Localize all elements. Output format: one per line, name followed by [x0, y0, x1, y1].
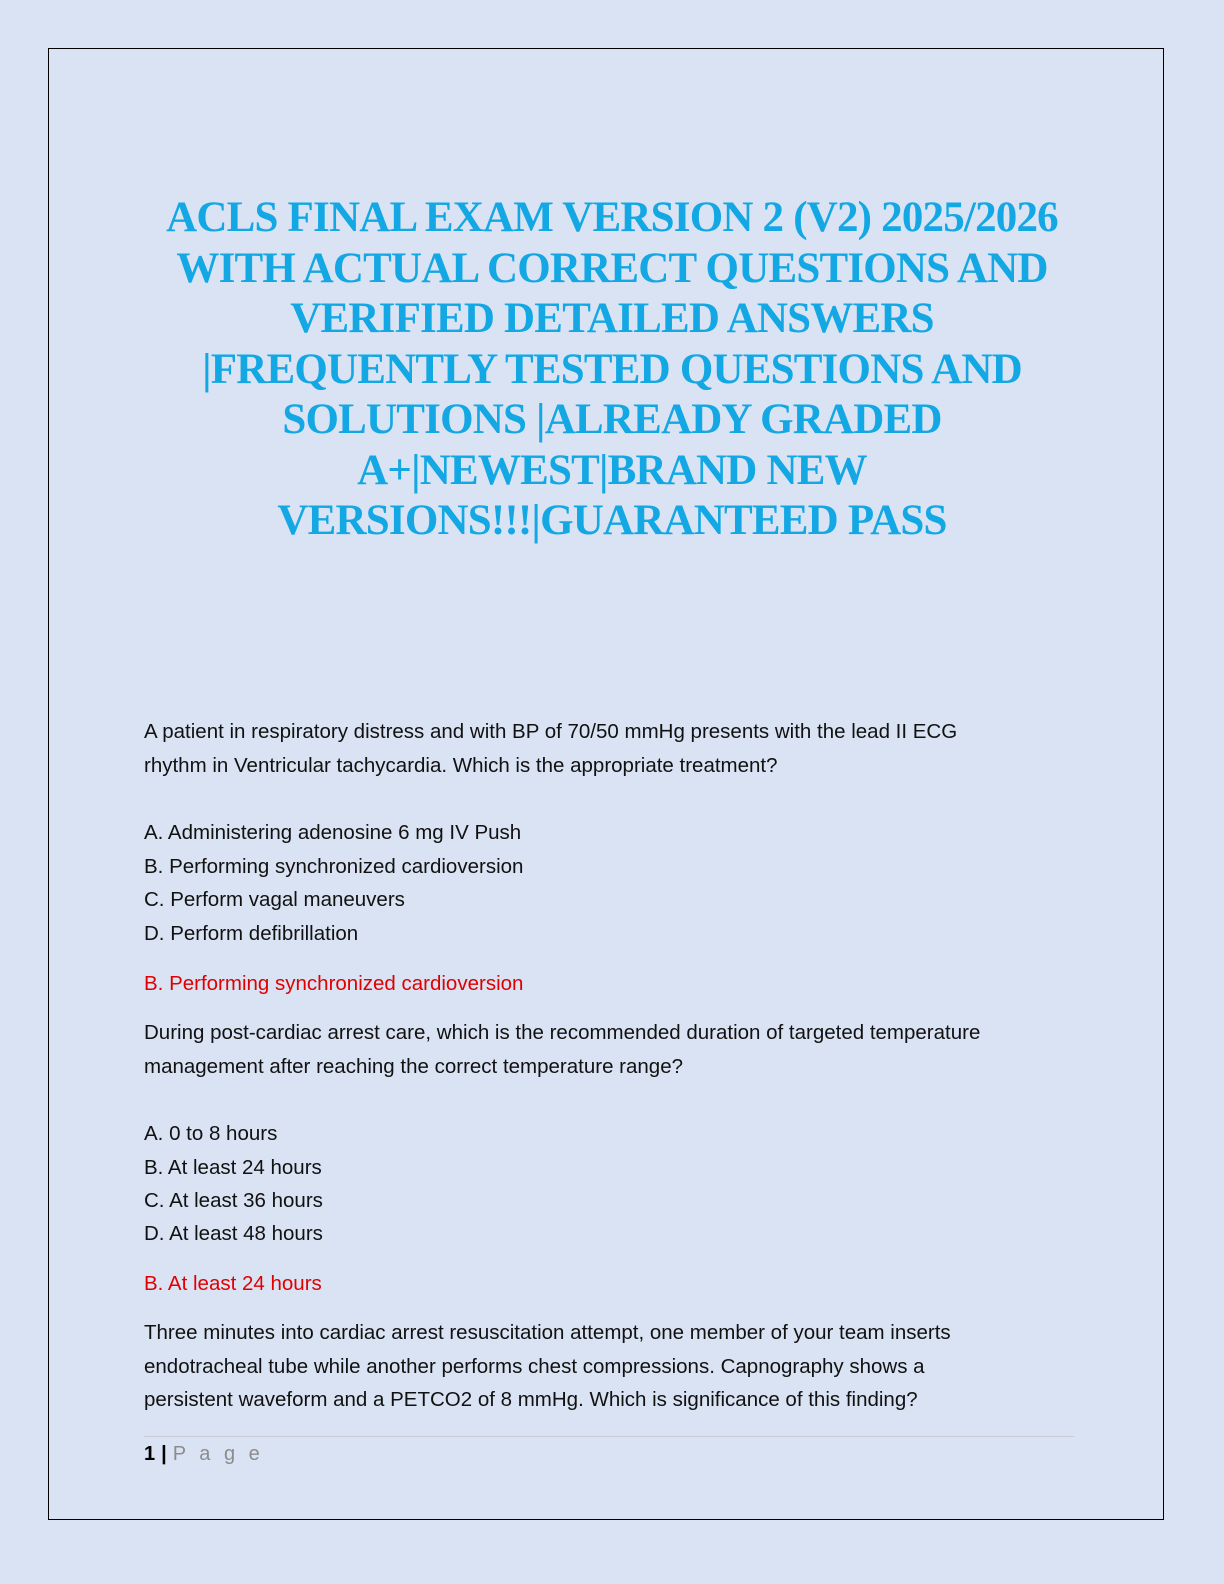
title-line: VERSIONS!!!|GUARANTEED PASS	[277, 497, 947, 544]
question-1-option-a: A. Administering adenosine 6 mg IV Push	[144, 821, 522, 844]
question-2-option-b: B. At least 24 hours	[144, 1156, 322, 1179]
question-2-answer: B. At least 24 hours	[144, 1272, 322, 1295]
title-line: |FREQUENTLY TESTED QUESTIONS AND	[202, 345, 1022, 393]
question-2-text-line: During post-cardiac arrest care, which is the recommended duration of targeted temperature	[144, 1021, 981, 1044]
page-footer	[144, 1442, 264, 1466]
title-line: A+|NEWEST|BRAND NEW	[357, 446, 867, 494]
footer-separator: |	[161, 1443, 167, 1465]
title-line: ACLS FINAL EXAM VERSION 2 (V2) 2025/2026	[166, 194, 1058, 241]
question-1-text-line: rhythm in Ventricular tachycardia. Which is the appropriate treatment?	[144, 754, 778, 777]
question-3-text-line: endotracheal tube while another performs chest compressions. Capnography shows a	[144, 1355, 925, 1378]
title-line: WITH ACTUAL CORRECT QUESTIONS AND	[176, 244, 1048, 292]
question-3-text-line: persistent waveform and a PETCO2 of 8 mmHg. Which is significance of this finding?	[144, 1388, 918, 1411]
question-1-option-b: B. Performing synchronized cardioversion	[144, 855, 524, 878]
question-2-option-d: D. At least 48 hours	[144, 1222, 323, 1245]
question-1-text-line: A patient in respiratory distress and with BP of 70/50 mmHg presents with the lead II ECG	[144, 720, 958, 743]
question-2-text-line: management after reaching the correct temperature range?	[144, 1055, 683, 1078]
title-line: SOLUTIONS |ALREADY GRADED	[282, 396, 942, 443]
question-1-option-d: D. Perform defibrillation	[144, 922, 359, 945]
question-2-option-a: A. 0 to 8 hours	[144, 1122, 278, 1145]
page-number: 1	[144, 1443, 156, 1465]
question-2-option-c: C. At least 36 hours	[144, 1189, 323, 1212]
question-1-option-c: C. Perform vagal maneuvers	[144, 888, 405, 911]
question-1-answer: B. Performing synchronized cardioversion	[144, 972, 524, 995]
page-label: P a g e	[172, 1443, 264, 1465]
document-title	[130, 193, 1094, 547]
title-line: VERIFIED DETAILED ANSWERS	[290, 295, 934, 342]
footer-divider	[144, 1436, 1074, 1437]
question-3-text-line: Three minutes into cardiac arrest resuscitation attempt, one member of your team inserts	[144, 1321, 951, 1344]
